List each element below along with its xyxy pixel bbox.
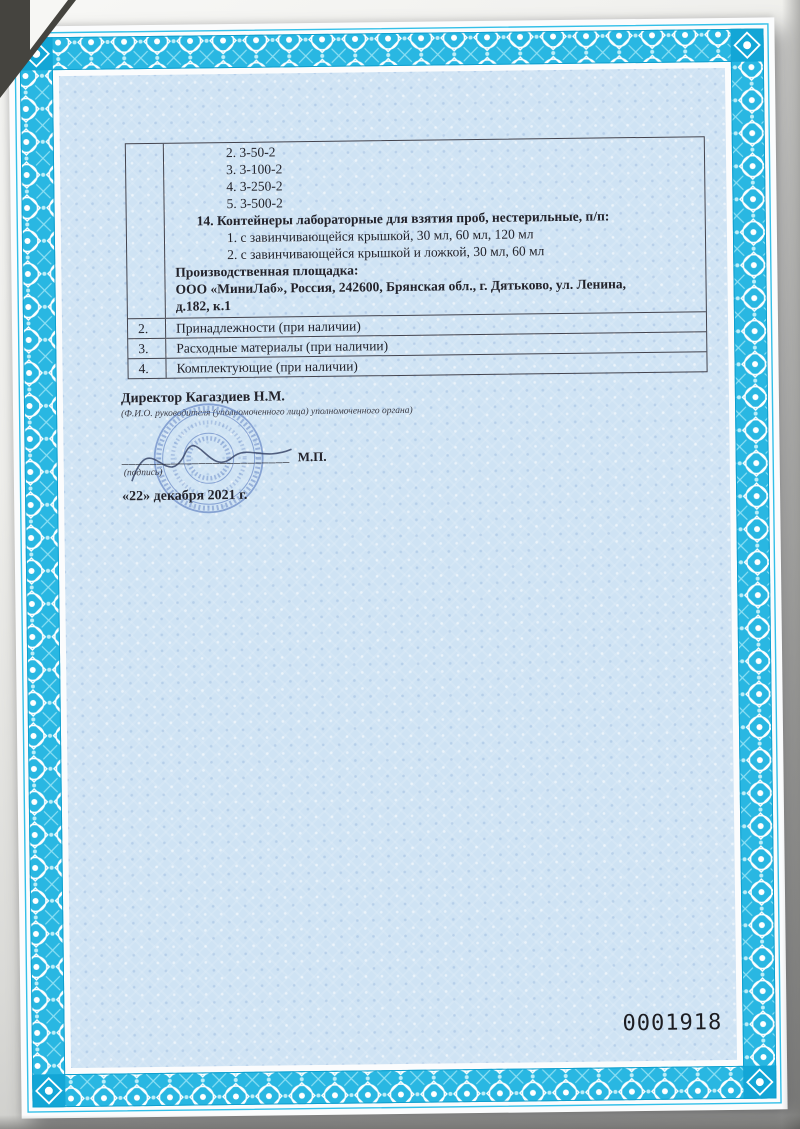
table-cell-label: Комплектующие (при наличии)	[176, 358, 358, 376]
certificate-paper	[8, 17, 787, 1118]
size-variant: 4. 3-250-2	[226, 178, 283, 195]
table-cell-number-empty	[126, 144, 166, 318]
certificate-content	[8, 17, 787, 1118]
item-14-title: 14. Контейнеры лабораторные для взятия проб, нестерильные, п/п:	[196, 208, 610, 229]
size-variant: 5. 3-500-2	[226, 195, 283, 212]
serial-number: 0001918	[622, 1010, 723, 1037]
size-variant: 2. 3-50-2	[225, 144, 276, 161]
table-cell-label: Принадлежности (при наличии)	[175, 318, 361, 336]
table-row-continuation	[126, 137, 706, 318]
production-site-address-line2: д.182, к.1	[175, 298, 231, 314]
director-caption: (Ф.И.О. руководителя (уполномоченного лица) уполномоченного органа)	[121, 405, 413, 420]
mp-label: М.П.	[297, 448, 327, 465]
item-14-subitem: 2. с завинчивающейся крышкой и ложкой, 30 мл, 60 мл	[227, 243, 545, 263]
signature-underscores: ________________________	[121, 449, 290, 467]
table-cell-continuation	[164, 137, 706, 318]
table-cell-label: Расходные материалы (при наличии)	[176, 338, 389, 356]
size-variant: 3. 3-100-2	[226, 161, 283, 178]
scan-edge-shadow-bottom	[0, 1115, 800, 1129]
scan-edge-shadow-right	[782, 0, 800, 1129]
director-name: Директор Кагаздиев Н.М.	[120, 389, 285, 407]
production-site-label: Производственная площадка:	[175, 262, 359, 280]
item-14-subitem: 1. с завинчивающейся крышкой, 30 мл, 60 мл, 120 мл	[226, 226, 534, 246]
table-cell-number: 4.	[128, 359, 166, 378]
document-date: «22» декабря 2021 г.	[122, 487, 248, 505]
signature-caption: (подпись)	[123, 467, 163, 479]
items-table	[125, 136, 708, 379]
table-cell-number: 3.	[128, 339, 166, 358]
signature-line	[122, 449, 327, 468]
table-cell-number: 2.	[128, 319, 166, 338]
production-site-address-line1: ООО «МиниЛаб», Россия, 242600, Брянская обл., г. Дятьково, ул. Ленина,	[175, 276, 627, 297]
